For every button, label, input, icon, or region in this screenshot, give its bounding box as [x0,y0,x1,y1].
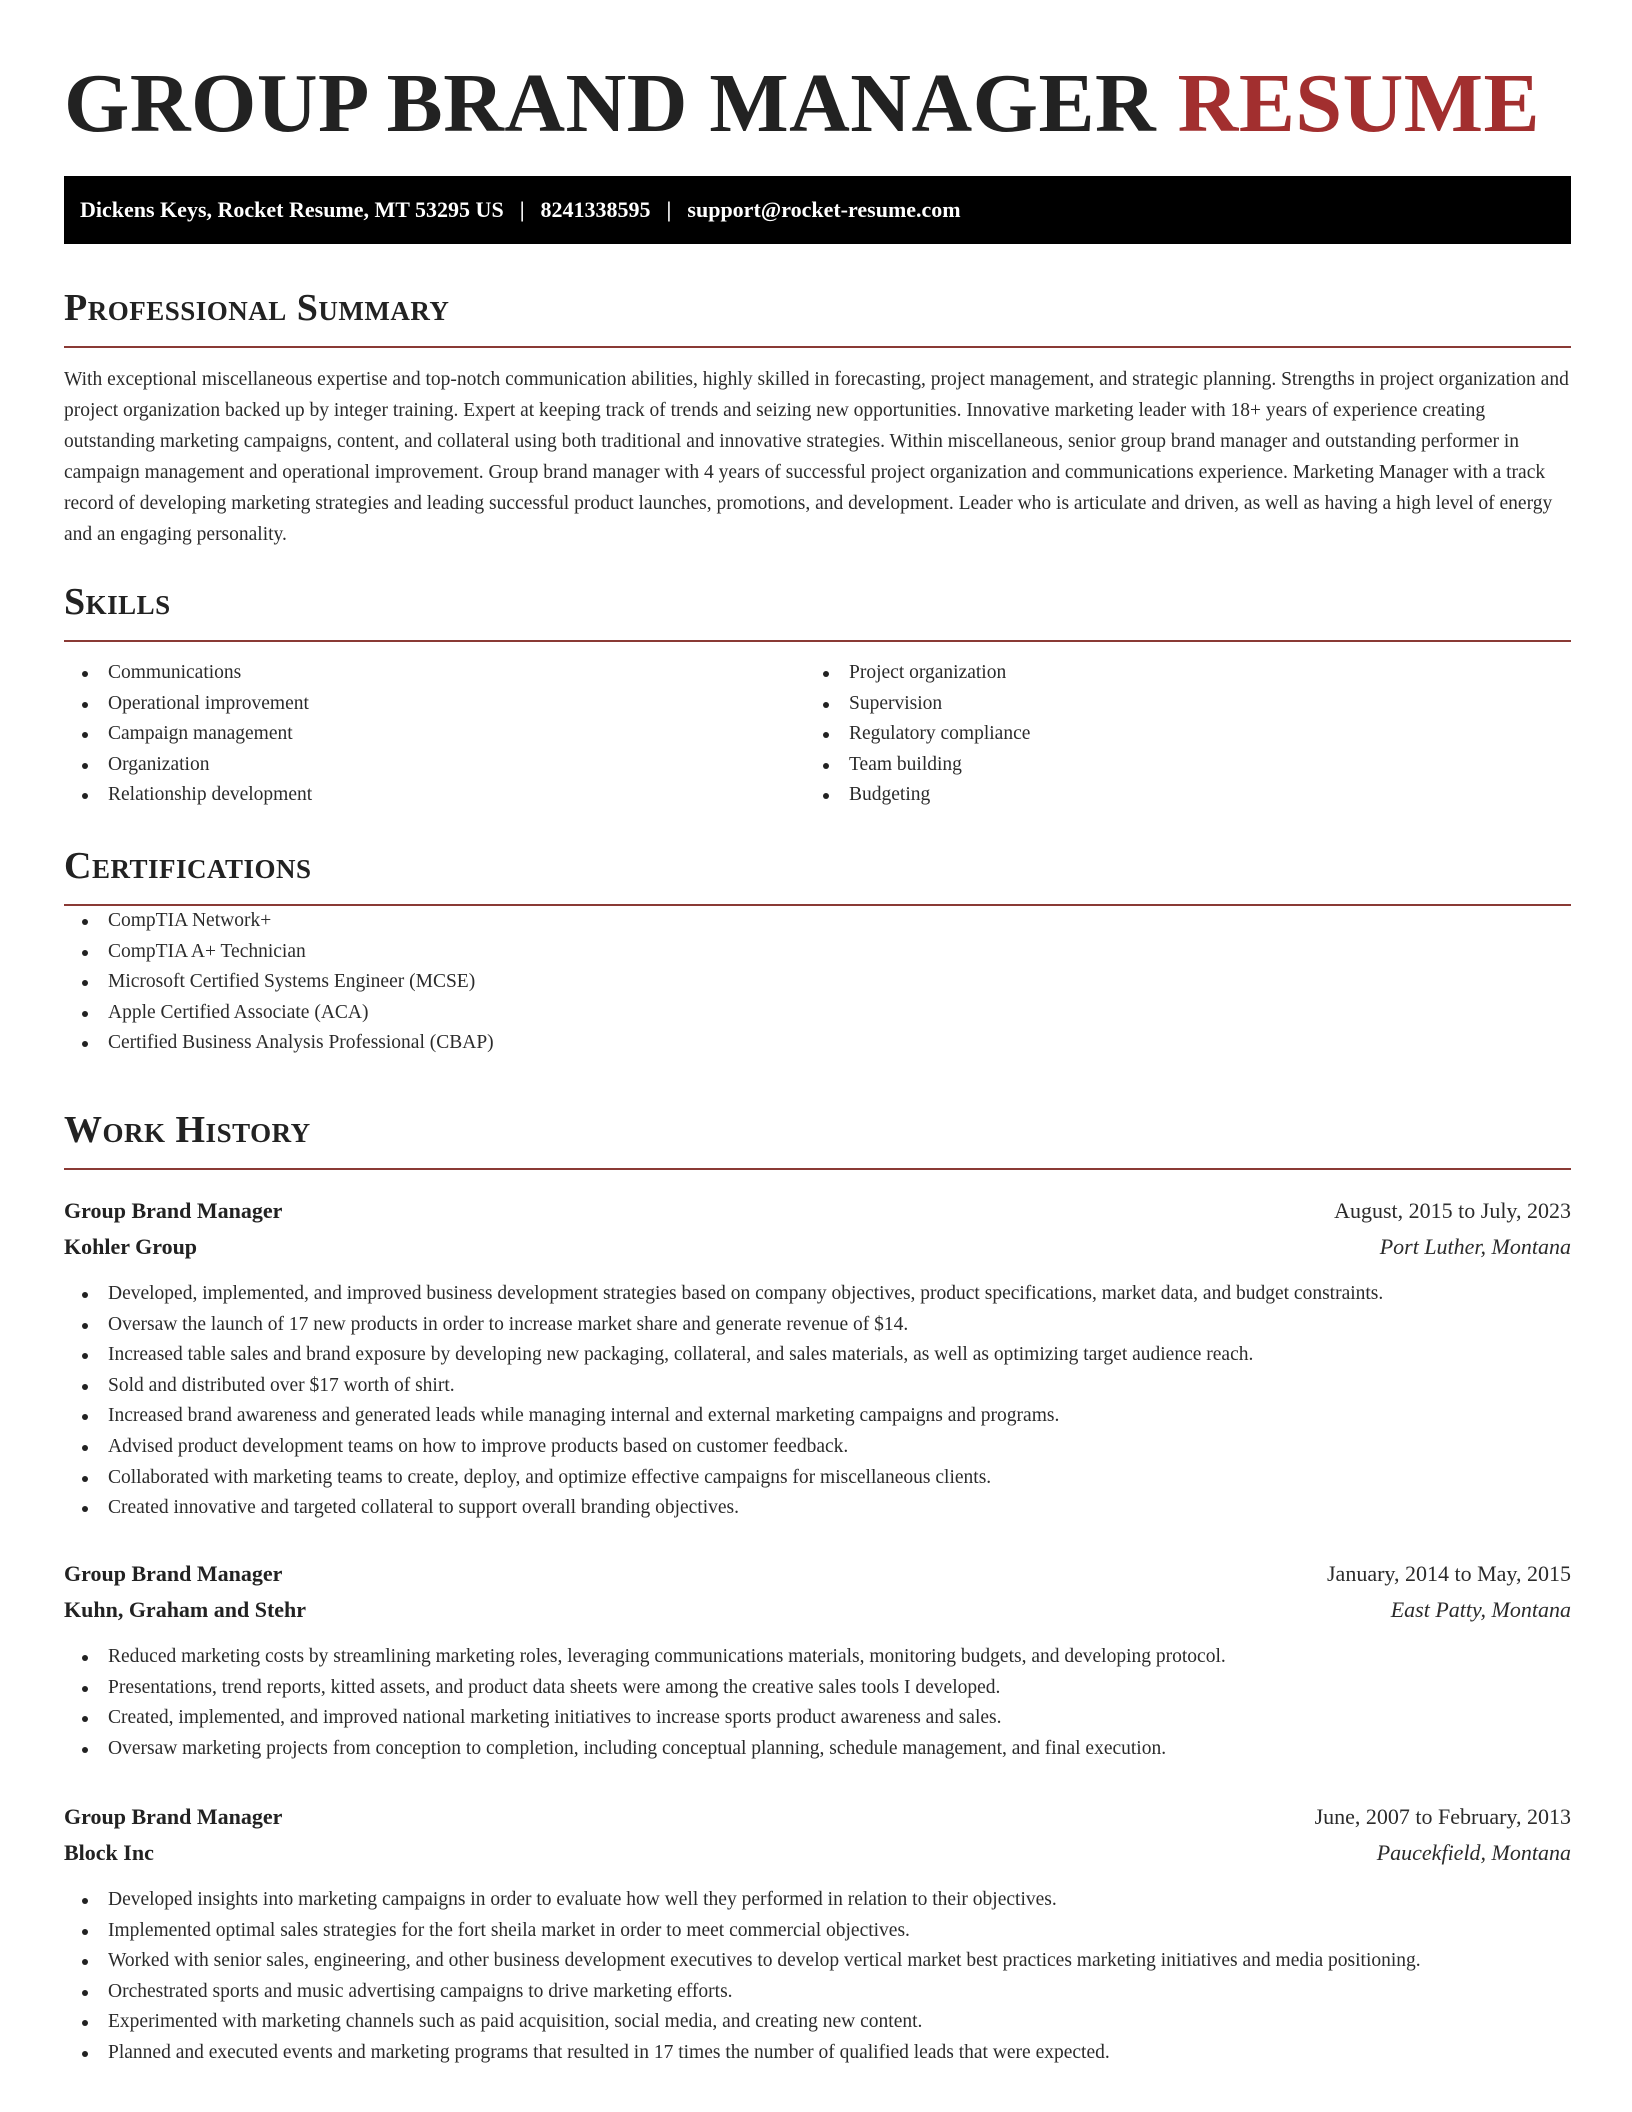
contact-address: Dickens Keys, Rocket Resume, MT 53295 US [80,197,504,222]
skill-item: Project organization [805,658,1546,689]
job-company: Kuhn, Graham and Stehr [64,1597,307,1622]
job-title: Group Brand Manager [64,1804,283,1829]
certifications-section [64,842,1571,1059]
certifications-heading: Certifications [64,845,312,887]
job-dates: August, 2015 to July, 2023 [1334,1198,1571,1223]
job-dates: June, 2007 to February, 2013 [1314,1804,1571,1829]
job-header-row [64,1193,1571,1229]
job-bullet: Oversaw the launch of 17 new products in order to increase market share and generate revenue of $14. [64,1310,1571,1341]
contact-bar [64,176,1571,244]
contact-separator: | [666,197,672,222]
skill-item: Supervision [805,689,1546,720]
job-location: Port Luther, Montana [1379,1234,1571,1259]
certification-item: CompTIA A+ Technician [64,937,1571,968]
job-company-row [64,1835,1571,1871]
job-location: East Patty, Montana [1390,1597,1571,1622]
job-header-row [64,1556,1571,1592]
job-bullet: Oversaw marketing projects from conception to completion, including conceptual planning, schedule management, and final execution. [64,1734,1571,1765]
job-bullet: Presentations, trend reports, kitted assets, and product data sheets were among the creative sales tools I developed. [64,1673,1571,1704]
title-main: GROUP BRAND MANAGER [64,57,1157,150]
section-divider [64,640,1571,642]
skills-list-right [805,658,1546,811]
job-bullet: Reduced marketing costs by streamlining marketing roles, leveraging communications materials, monitoring budgets, and developing protocol. [64,1642,1571,1673]
resume-title [64,56,1540,152]
skills-columns [64,658,1571,811]
job-company-row [64,1229,1571,1265]
job-bullet: Increased brand awareness and generated leads while managing internal and external marketing campaigns and programs. [64,1401,1571,1432]
job-bullet: Developed insights into marketing campaigns in order to evaluate how well they performed in relation to their objectives. [64,1885,1571,1916]
job-bullet: Created, implemented, and improved national marketing initiatives to increase sports product awareness and sales. [64,1703,1571,1734]
skill-item: Organization [64,750,805,781]
job-bullet: Experimented with marketing channels such as paid acquisition, social media, and creating new content. [64,2007,1571,2038]
job-dates: January, 2014 to May, 2015 [1327,1561,1571,1586]
skill-item: Budgeting [805,780,1546,811]
skills-list-left [64,658,805,811]
skill-item: Team building [805,750,1546,781]
job-entry [64,1193,1571,1524]
skill-item: Campaign management [64,719,805,750]
certification-item: Apple Certified Associate (ACA) [64,998,1571,1029]
job-location: Paucekfield, Montana [1376,1840,1571,1865]
skill-item: Regulatory compliance [805,719,1546,750]
skills-heading: Skills [64,581,171,623]
contact-phone: 8241338595 [540,197,651,222]
job-company-row [64,1592,1571,1628]
certification-item: Microsoft Certified Systems Engineer (MCSE) [64,967,1571,998]
certification-item: Certified Business Analysis Professional (CBAP) [64,1028,1571,1059]
job-bullets [64,1279,1571,1524]
job-bullet: Increased table sales and brand exposure by developing new packaging, collateral, and sales materials, as well as optimizing target audience reach. [64,1340,1571,1371]
summary-heading: Professional Summary [64,287,450,329]
section-divider [64,346,1571,348]
summary-section [64,284,1571,550]
title-accent: RESUME [1177,57,1541,150]
job-bullet: Created innovative and targeted collateral to support overall branding objectives. [64,1493,1571,1524]
job-company: Kohler Group [64,1234,198,1259]
job-bullet: Collaborated with marketing teams to create, deploy, and optimize effective campaigns for miscellaneous clients. [64,1463,1571,1494]
job-bullet: Advised product development teams on how to improve products based on customer feedback. [64,1432,1571,1463]
job-bullet: Planned and executed events and marketing programs that resulted in 17 times the number of qualified leads that were expected. [64,2038,1571,2069]
skill-item: Operational improvement [64,689,805,720]
certifications-list [64,906,1571,1059]
skill-item: Relationship development [64,780,805,811]
job-bullet: Implemented optimal sales strategies for the fort sheila market in order to meet commercial objectives. [64,1916,1571,1947]
certification-item: CompTIA Network+ [64,906,1571,937]
job-header-row [64,1799,1571,1835]
work-history-section [64,1106,1571,1170]
summary-text: With exceptional miscellaneous expertise and top-notch communication abilities, highly skilled in forecasting, project management, and strategic planning. Strengths in project organization and project organization backed up by integer training. Expert at keeping track of trends and seizing new opportunities. Innovative marketing leader with 18+ years of experience creating outstanding marketing campaigns, content, and collateral using both traditional and innovative strategies. Within miscellaneous, senior group brand manager and outstanding performer in campaign management and operational improvement. Group brand manager with 4 years of successful project organization and communications experience. Marketing Manager with a track record of developing marketing strategies and leading successful product launches, promotions, and development. Leader who is articulate and driven, as well as having a high level of energy and an engaging personality. [64,369,1569,545]
work-history-heading: Work History [64,1109,311,1151]
job-bullet: Orchestrated sports and music advertising campaigns to drive marketing efforts. [64,1977,1571,2008]
skills-section [64,578,1571,811]
job-bullets [64,1642,1571,1764]
job-title: Group Brand Manager [64,1198,283,1223]
job-bullet: Developed, implemented, and improved business development strategies based on company objectives, product specifications, market data, and budget constraints. [64,1279,1571,1310]
job-entry [64,1799,1571,2069]
section-divider [64,1168,1571,1170]
contact-email[interactable]: support@rocket-resume.com [687,197,961,222]
job-bullets [64,1885,1571,2069]
job-entry [64,1556,1571,1764]
job-bullet: Worked with senior sales, engineering, and other business development executives to develop vertical market best practices marketing initiatives and media positioning. [64,1946,1571,1977]
contact-separator: | [519,197,525,222]
job-company: Block Inc [64,1840,154,1865]
skill-item: Communications [64,658,805,689]
job-bullet: Sold and distributed over $17 worth of shirt. [64,1371,1571,1402]
job-title: Group Brand Manager [64,1561,283,1586]
